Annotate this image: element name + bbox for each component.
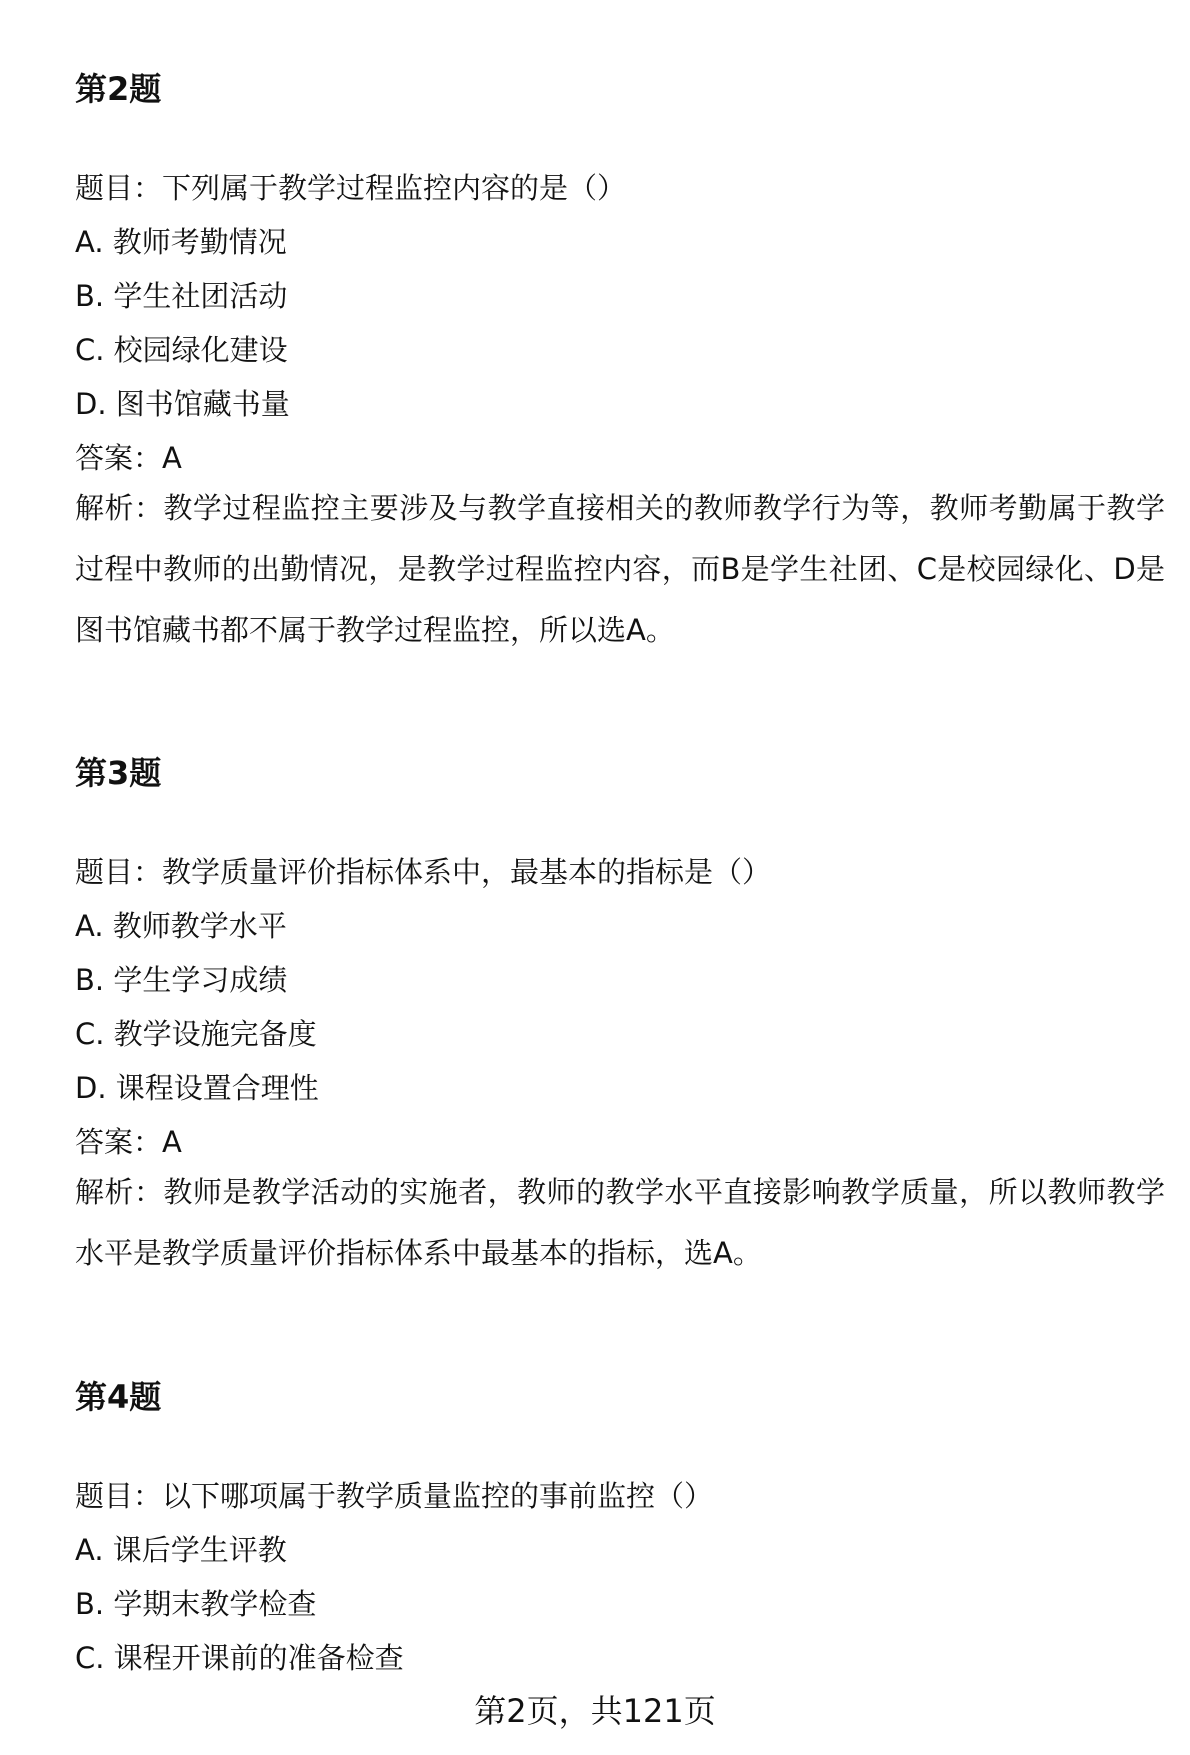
option-a: A. 课后学生评教 — [75, 1533, 287, 1567]
option-b: B. 学期末教学检查 — [75, 1587, 317, 1621]
option-list — [75, 1638, 1165, 1678]
question-title: 第2题 — [75, 70, 162, 108]
page-footer: 第2页，共121页 — [474, 1692, 716, 1730]
option-list — [75, 1068, 1165, 1108]
option-d: D. 图书馆藏书量 — [75, 387, 290, 421]
option-list — [75, 1014, 1165, 1054]
option-c: C. 校园绿化建设 — [75, 333, 288, 367]
question-4 — [75, 1376, 1165, 1418]
question-title: 第4题 — [75, 1378, 162, 1416]
explanation-block — [75, 478, 1165, 661]
option-a: A. 教师考勤情况 — [75, 225, 287, 259]
answer-row — [75, 1122, 1165, 1162]
answer: 答案：A — [75, 441, 182, 475]
question-4-body — [75, 1476, 1165, 1516]
answer-row — [75, 438, 1165, 478]
question-2-body — [75, 168, 1165, 208]
option-b: B. 学生学习成绩 — [75, 963, 288, 997]
question-title: 第3题 — [75, 754, 162, 792]
question-stem: 题目：教学质量评价指标体系中，最基本的指标是（） — [75, 855, 772, 889]
option-list — [75, 960, 1165, 1000]
option-a: A. 教师教学水平 — [75, 909, 287, 943]
option-list — [75, 1530, 1165, 1570]
question-3 — [75, 752, 1165, 794]
option-list — [75, 222, 1165, 262]
option-c: C. 教学设施完备度 — [75, 1017, 317, 1051]
option-c: C. 课程开课前的准备检查 — [75, 1641, 404, 1675]
question-stem: 题目：下列属于教学过程监控内容的是（） — [75, 171, 627, 205]
option-list — [75, 1584, 1165, 1624]
option-list — [75, 384, 1165, 424]
explanation: 解析：教学过程监控主要涉及与教学直接相关的教师教学行为等，教师考勤属于教学过程中教师的出勤情况，是教学过程监控内容，而B是学生社团、C是校园绿化、D是图书馆藏书都不属于教学过程监控，所以选A。 — [75, 491, 1165, 647]
answer: 答案：A — [75, 1125, 182, 1159]
option-d: D. 课程设置合理性 — [75, 1071, 319, 1105]
option-b: B. 学生社团活动 — [75, 279, 288, 313]
question-3-body — [75, 852, 1165, 892]
explanation-block — [75, 1162, 1165, 1284]
question-2 — [75, 68, 1165, 110]
option-list — [75, 276, 1165, 316]
explanation: 解析：教师是教学活动的实施者，教师的教学水平直接影响教学质量，所以教师教学水平是教学质量评价指标体系中最基本的指标，选A。 — [75, 1175, 1165, 1270]
option-list — [75, 330, 1165, 370]
option-list — [75, 906, 1165, 946]
question-stem: 题目：以下哪项属于教学质量监控的事前监控（） — [75, 1479, 714, 1513]
